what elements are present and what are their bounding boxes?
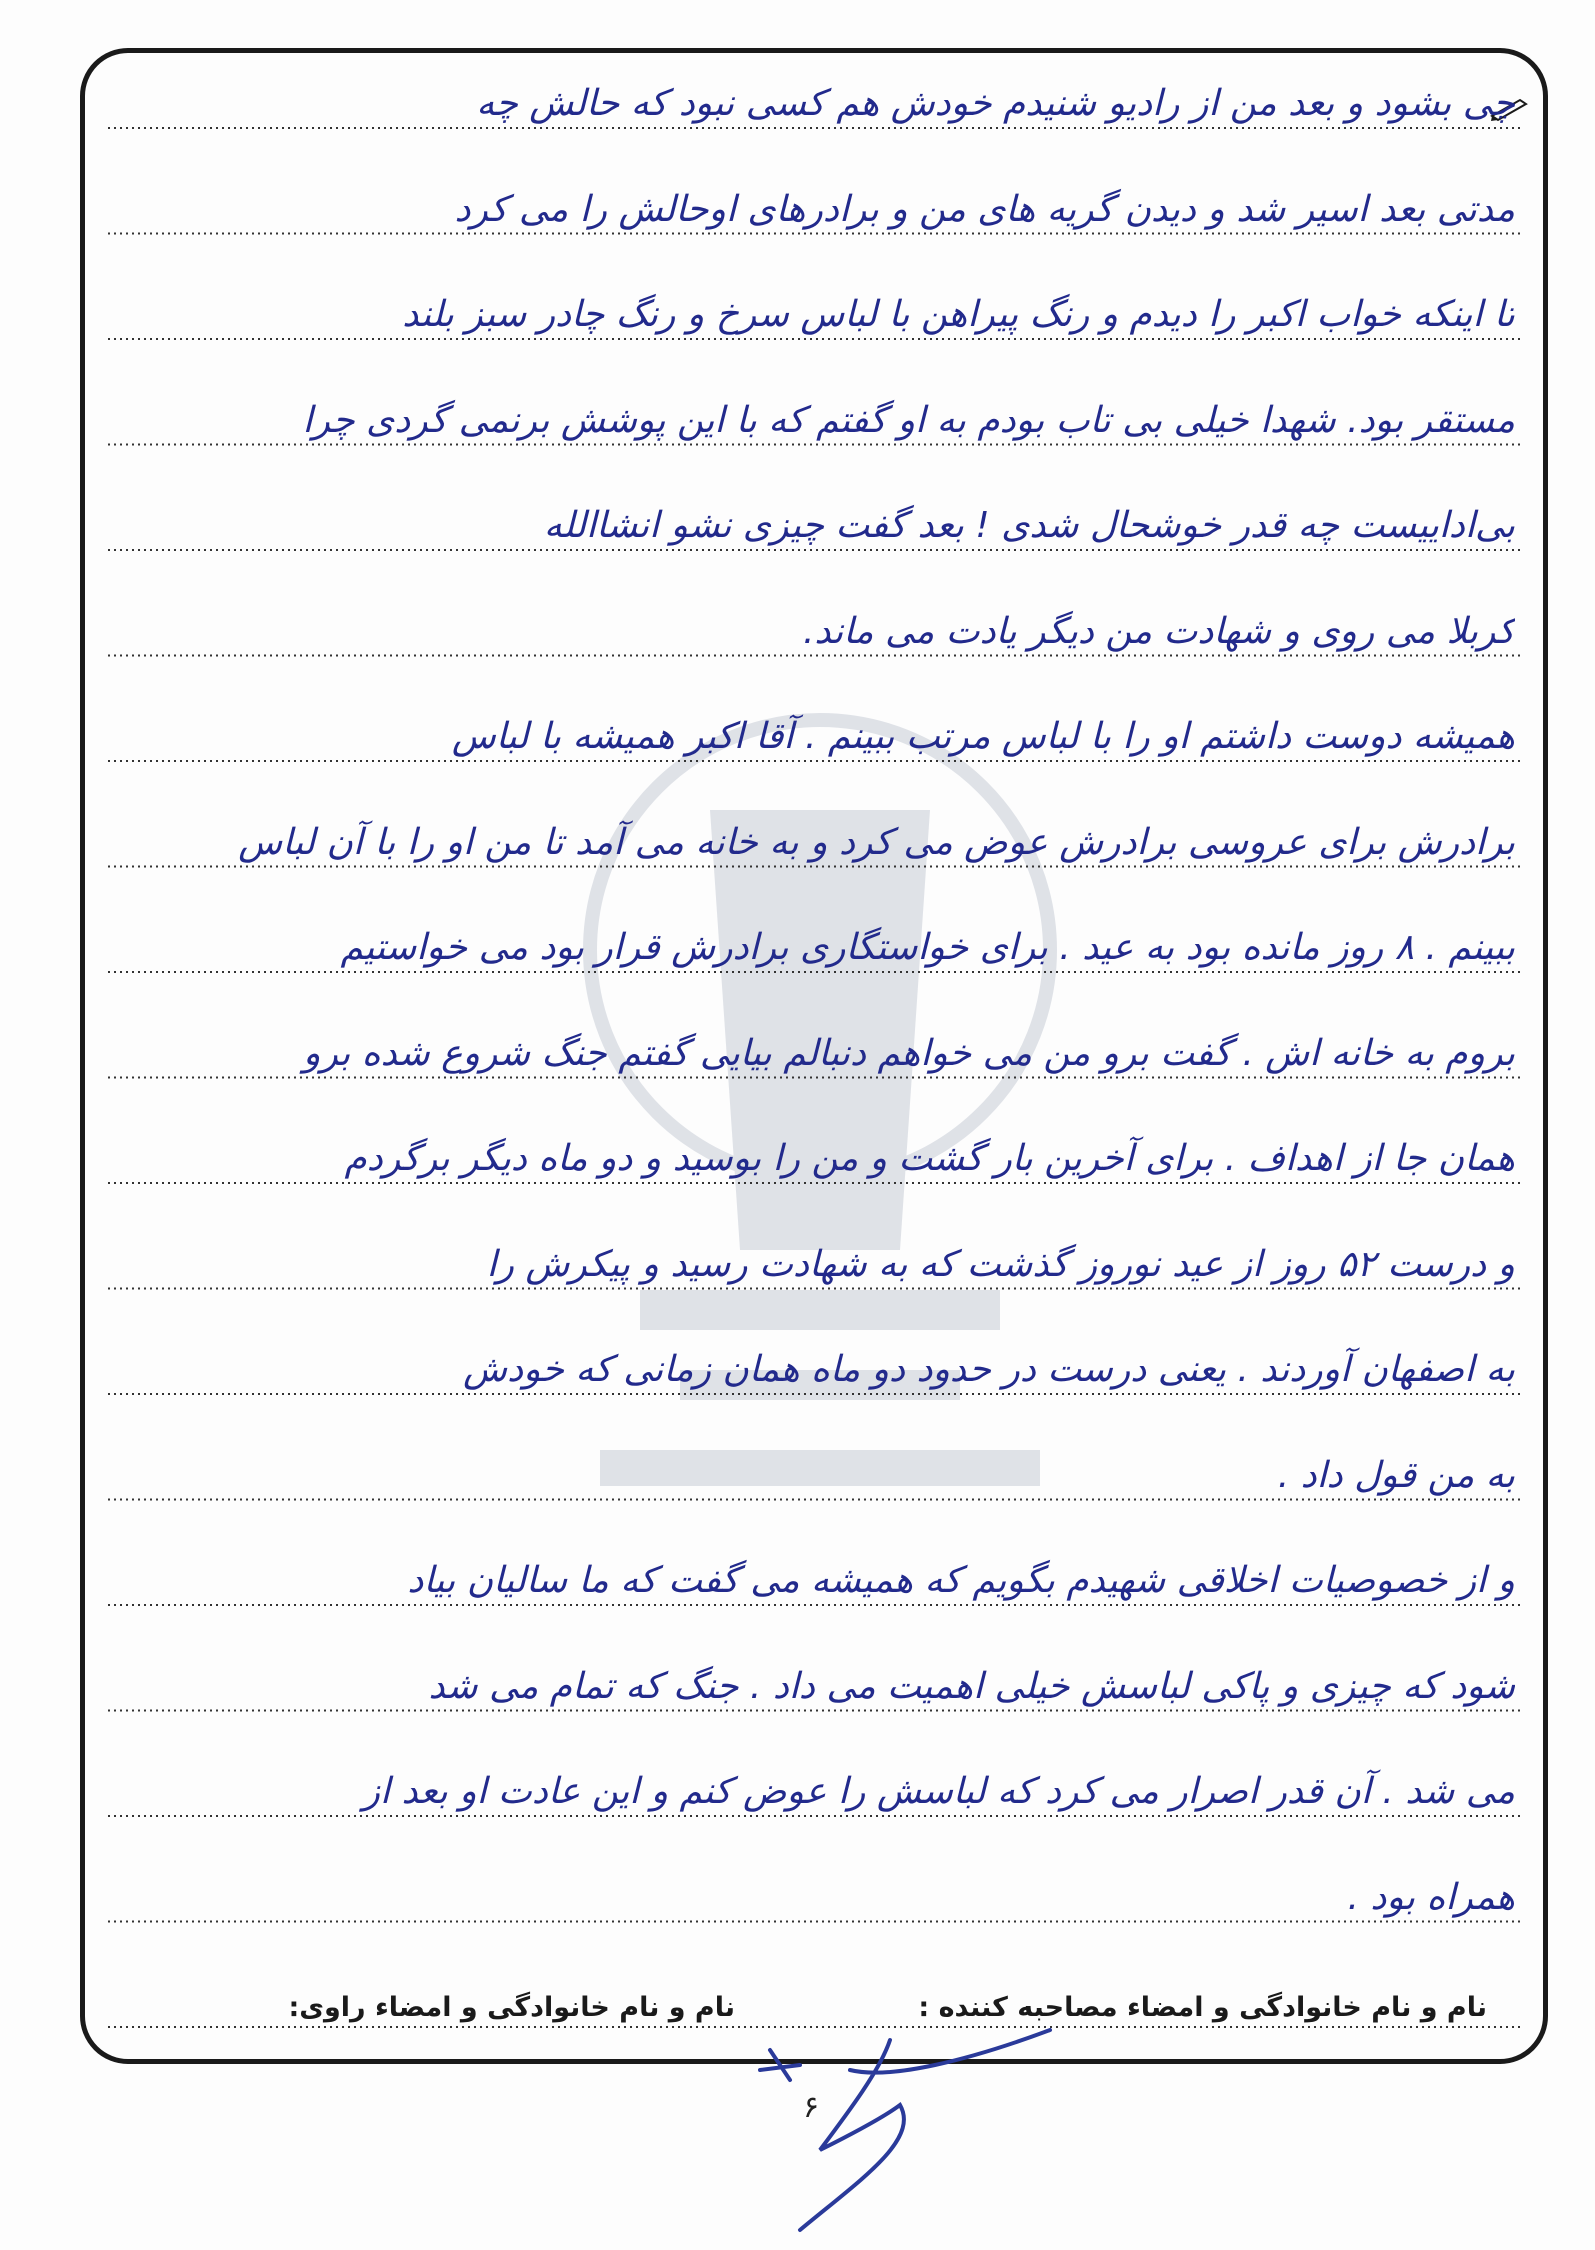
handwritten-line: همیشه دوست داشتم او را با لباس مرتب ببینم . آقا اکبر همیشه با لباس — [451, 716, 1515, 757]
handwritten-line: مستقر بود. شهدا خیلی بی تاب بودم به او گفتم که با این پوشش برنمی گردی چرا — [302, 399, 1515, 441]
handwritten-line: به اصفهان آوردند . یعنی درست در حدود دو ماه همان زمانی که خودش — [463, 1349, 1515, 1390]
handwritten-line: برادرش برای عروسی برادرش عوض می کرد و به خانه می آمد تا من او را با آن لباس — [238, 821, 1515, 863]
handwritten-line: و از خصوصیات اخلاقی شهیدم بگویم که همیشه می گفت که ما سالیان بیاد — [407, 1560, 1515, 1601]
handwritten-line: همان جا از اهداف . برای آخرین بار گشت و من را بوسید و دو ماه دیگر برگردم — [344, 1138, 1515, 1179]
narrator-signature-label: نام و نام خانوادگی و امضاء راوی: — [288, 1992, 735, 2023]
handwritten-line: می شد . آن قدر اصرار می کرد که لباسش را عوض کنم و این عادت او بعد از — [362, 1771, 1515, 1812]
handwritten-line: مدتی بعد اسیر شد و دیدن گریه های من و برادرهای اوحالش را می کرد — [454, 188, 1515, 230]
handwritten-line: بروم به خانه اش . گفت برو من می خواهم دنبالم بیایی گفتم جنگ شروع شده برو — [303, 1032, 1515, 1074]
handwritten-line: ببینم . ۸ روز مانده بود به عید . برای خواستگاری برادرش قرار بود می خواستیم — [340, 927, 1515, 968]
handwritten-line: چی بشود و بعد من از رادیو شنیدم خودش هم کسی نبود که حالش چه — [476, 83, 1515, 124]
handwritten-line: به من قول داد . — [1277, 1454, 1515, 1496]
handwritten-line: همراه بود . — [1347, 1876, 1515, 1918]
handwritten-line: شود که چیزی و پاکی لباسش خیلی اهمیت می داد . جنگ که تمام می شد — [428, 1665, 1515, 1707]
handwritten-line: تا اینکه خواب اکبر را دیدم و رنگ پیراهن با لباس سرخ و رنگ چادر سبز بلند — [402, 294, 1515, 335]
handwritten-line: کربلا می روی و شهادت من دیگر یادت می ماند. — [802, 610, 1515, 652]
signature-icon — [730, 2010, 1070, 2240]
handwritten-line: و درست ۵۲ روز از عید نوروز گذشت که به شهادت رسید و پیکرش را — [486, 1243, 1515, 1285]
interviewer-signature-label: نام و نام خانوادگی و امضاء مصاحبه کننده : — [918, 1992, 1487, 2023]
page-number: ۶ — [803, 2090, 820, 2125]
handwritten-line: بی‌اداییست چه قدر خوشحال شدی ! بعد گفت چیزی نشو انشاالله — [543, 505, 1515, 546]
